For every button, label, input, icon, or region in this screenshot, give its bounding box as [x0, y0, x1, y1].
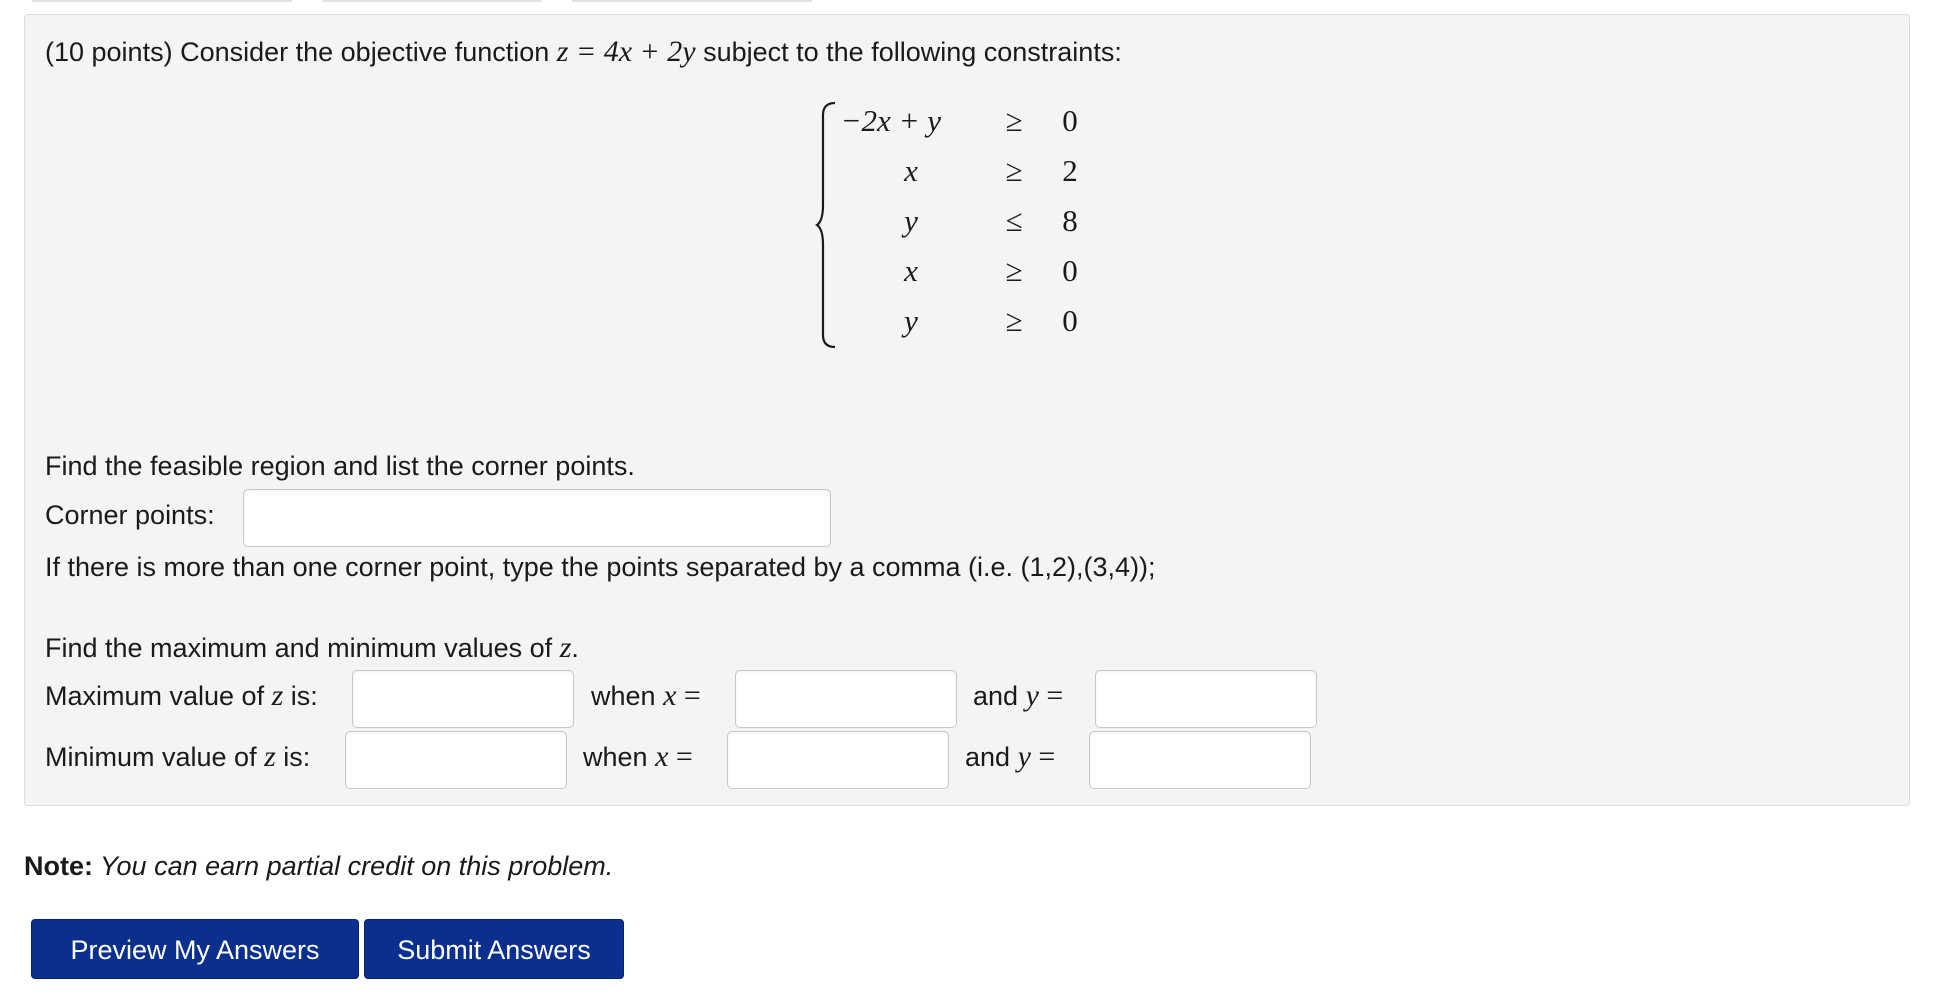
feasible-region-prompt: Find the feasible region and list the corner points.: [45, 451, 635, 481]
maxmin-prompt: [45, 631, 579, 665]
min-value-label: Minimum value of z is:: [45, 740, 311, 773]
min-value-input[interactable]: [345, 731, 567, 789]
constraint-lhs: y: [904, 303, 918, 338]
constraint-row: [833, 101, 1113, 141]
constraint-row: [833, 301, 1113, 341]
corner-points-label: Corner points:: [45, 500, 215, 530]
min-when-x-label: when x =: [583, 740, 693, 773]
constraint-lhs: −2x + y: [840, 103, 941, 138]
constraint-lhs: x: [904, 153, 918, 188]
constraint-row: [833, 251, 1113, 291]
note-text: You can earn partial credit on this problem.: [93, 851, 614, 881]
problem-statement: [45, 35, 1122, 69]
corner-points-input[interactable]: [243, 489, 831, 547]
intro-text: (10 points) Consider the objective function: [45, 37, 557, 67]
max-value-input[interactable]: [352, 670, 574, 728]
constraint-relation: ≥: [1005, 103, 1023, 138]
note-label: Note:: [24, 851, 93, 881]
maxmin-prompt-var: z: [559, 631, 572, 664]
max-value-label: Maximum value of z is:: [45, 679, 318, 712]
objective-function: z = 4x + 2y: [556, 35, 696, 68]
maxmin-prompt-period: .: [571, 633, 579, 663]
constraint-relation: ≥: [1005, 153, 1023, 188]
constraint-relation: ≥: [1005, 303, 1023, 338]
max-y-input[interactable]: [1095, 670, 1317, 728]
constraint-rhs: 0: [1062, 103, 1078, 138]
constraint-lhs: x: [904, 253, 918, 288]
constraint-system: [815, 101, 1115, 349]
corner-points-hint: If there is more than one corner point, type the points separated by a comma (i.e. (1,2),(3,4));: [45, 552, 1156, 582]
min-y-input[interactable]: [1089, 731, 1311, 789]
truncated-text-line: [24, 1000, 544, 1008]
constraint-row: [833, 201, 1113, 241]
top-tab-strip: [32, 0, 572, 2]
constraint-rhs: 0: [1062, 253, 1078, 288]
constraint-lhs: y: [904, 203, 918, 238]
constraint-relation: ≥: [1005, 253, 1023, 288]
partial-credit-note: [24, 851, 613, 882]
constraint-row: [833, 151, 1113, 191]
problem-panel: [24, 14, 1910, 806]
constraint-rhs: 8: [1062, 203, 1078, 238]
submit-answers-button[interactable]: Submit Answers: [364, 919, 624, 979]
preview-answers-button[interactable]: Preview My Answers: [31, 919, 359, 979]
min-x-input[interactable]: [727, 731, 949, 789]
max-and-y-label: and y =: [973, 679, 1064, 712]
constraint-rhs: 0: [1062, 303, 1078, 338]
constraint-rhs: 2: [1062, 153, 1078, 188]
constraint-relation: ≤: [1005, 203, 1023, 238]
max-when-x-label: when x =: [591, 679, 701, 712]
maxmin-prompt-text: Find the maximum and minimum values of: [45, 633, 560, 663]
intro-text-after: subject to the following constraints:: [695, 37, 1122, 67]
max-x-input[interactable]: [735, 670, 957, 728]
min-and-y-label: and y =: [965, 740, 1056, 773]
